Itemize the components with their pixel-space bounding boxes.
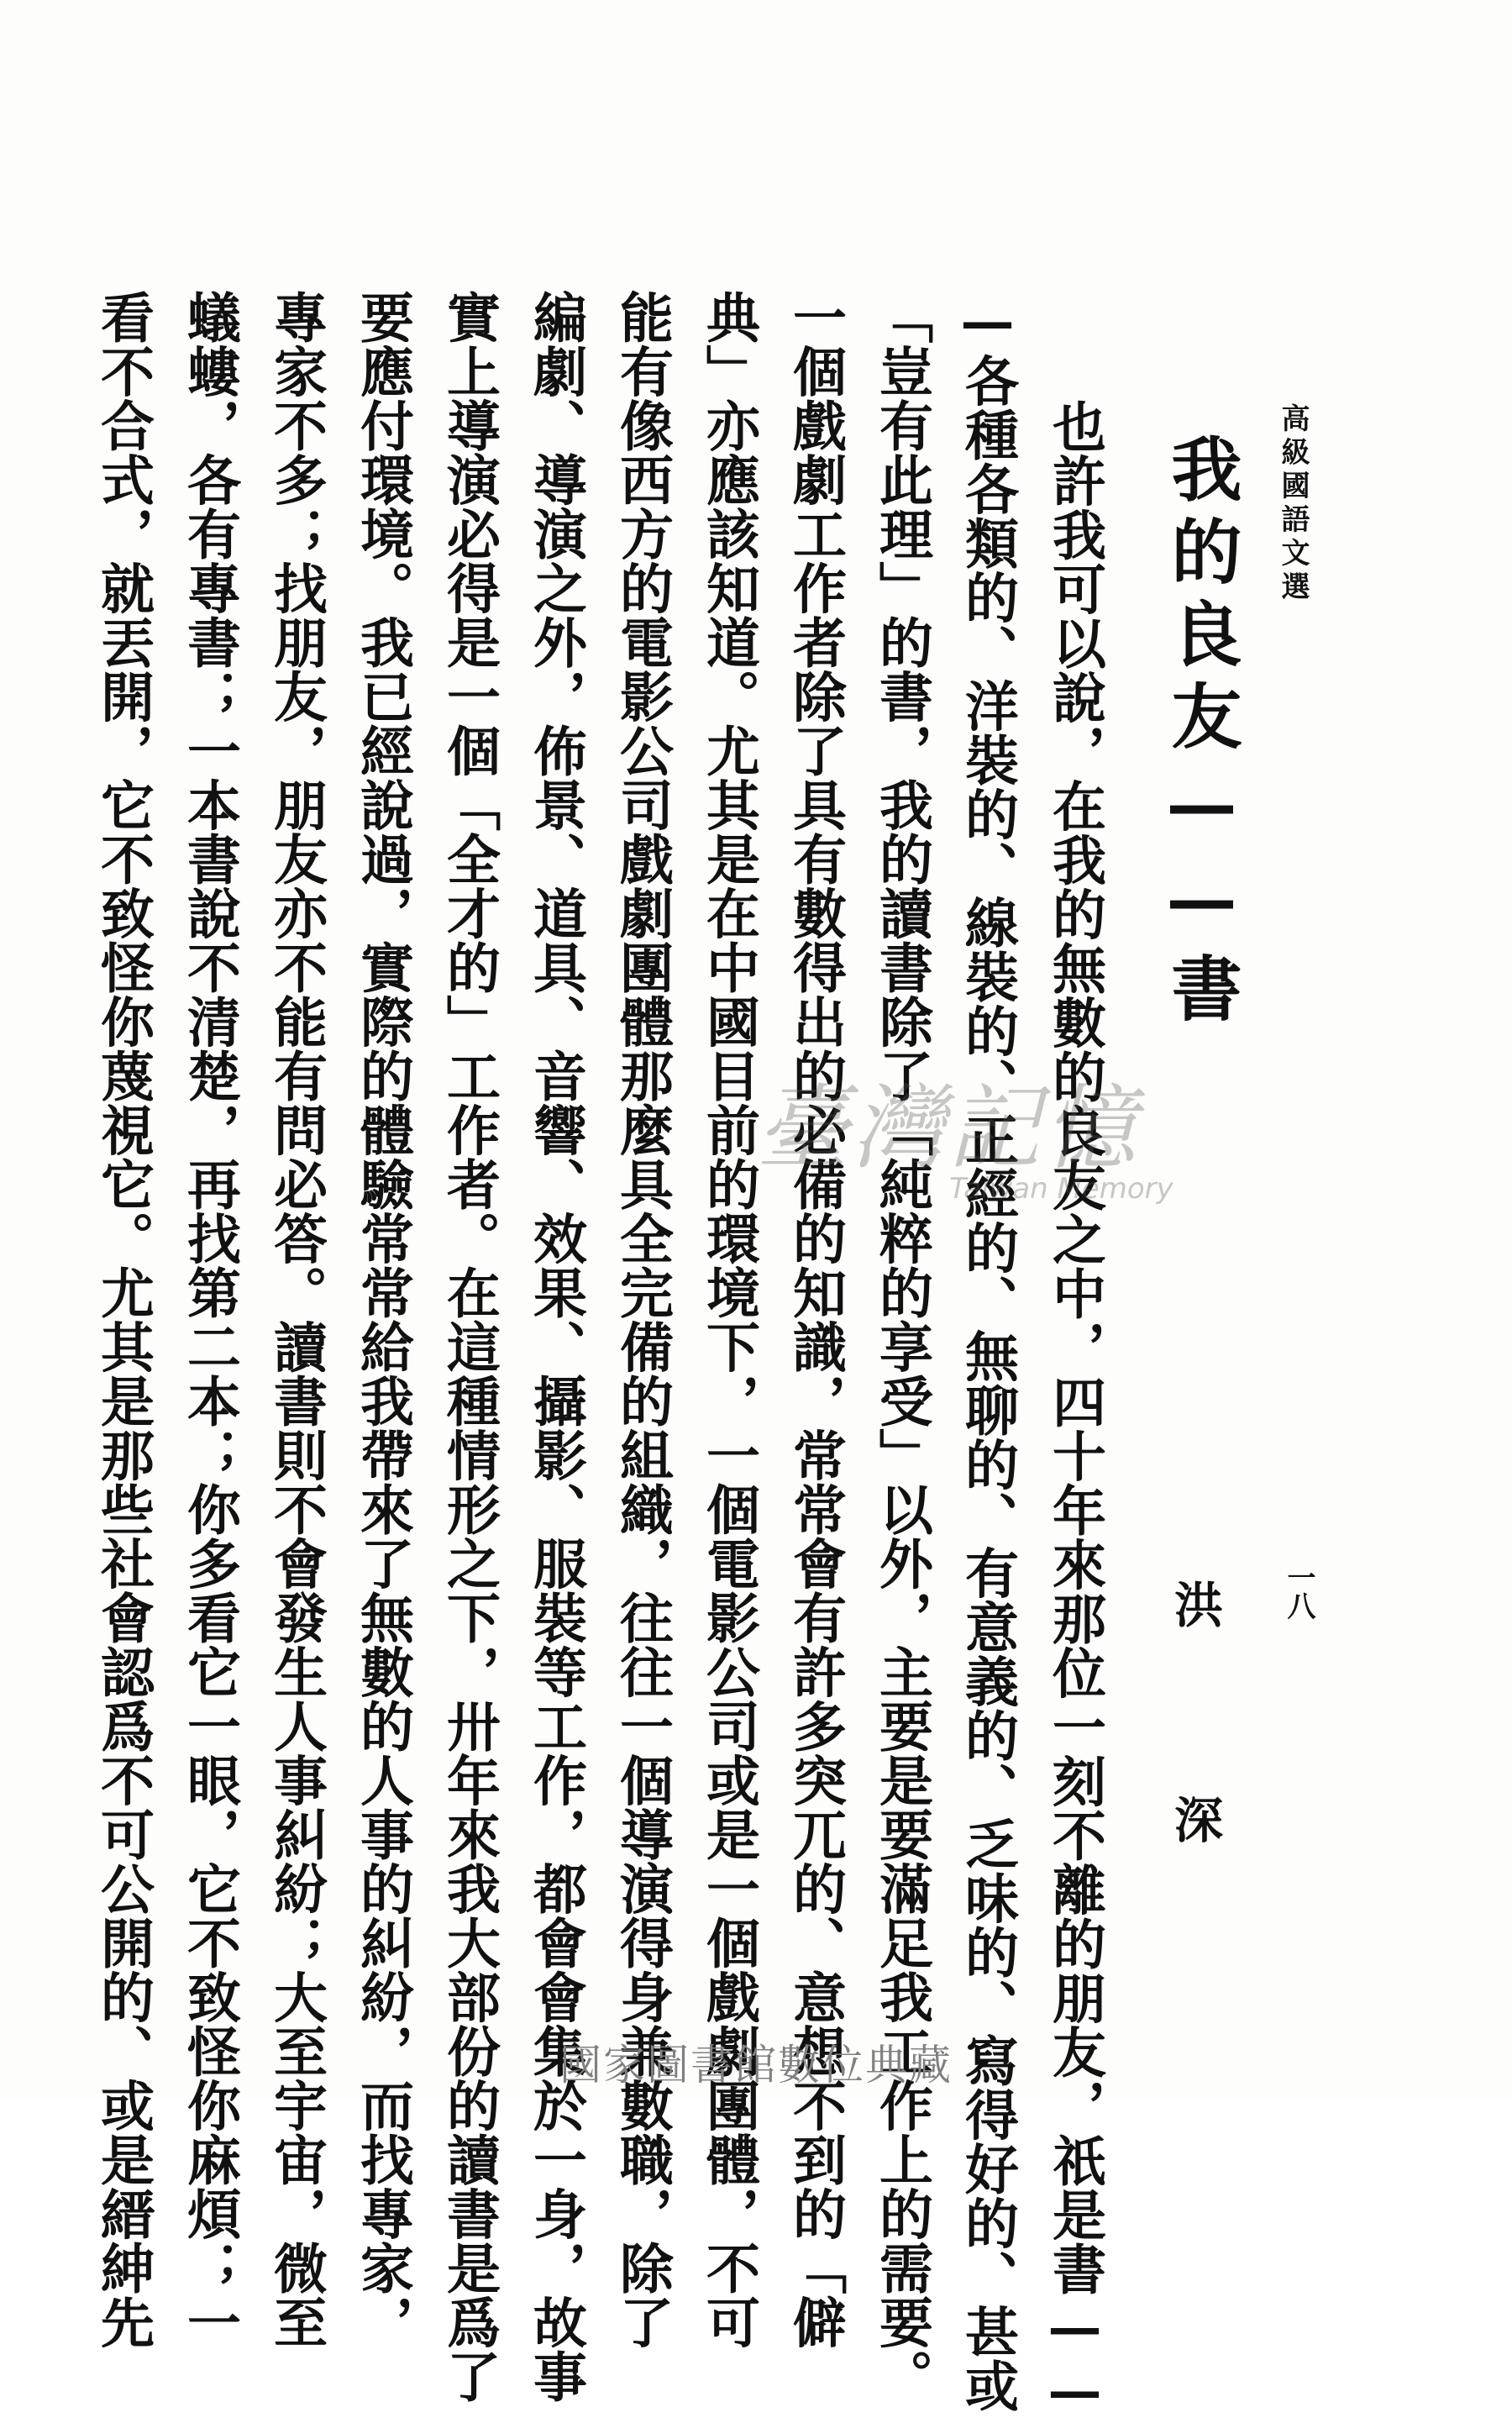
body-line-12: 看不合式，就丟開，它不致怪你蔑視它。尤其是那些社會認爲不可公開的、或是縉紳先 bbox=[92, 290, 155, 2349]
library-footer: 國家圖書館數位典藏 bbox=[559, 2041, 953, 2089]
article-author: 洪 深 bbox=[1166, 1579, 1223, 1902]
watermark-text: 臺灣記憶 bbox=[756, 1075, 1139, 1182]
body-line-2: —各種各類的、洋裝的、線裝的、正經的、無聊的、有意義的、乏味的、寫得好的、甚或 bbox=[956, 290, 1019, 2413]
running-header-book-title: 高級國語文選 bbox=[1276, 403, 1310, 605]
body-line-1: 也許我可以說，在我的無數的良友之中，四十年來那位一刻不離的朋友，祇是書—— bbox=[1043, 399, 1106, 2423]
body-line-5: 典」亦應該知道。尤其是在中國目前的環境下，一個電影公司或是一個戲劇團體，不可 bbox=[697, 290, 760, 2349]
body-line-4: 一個戲劇工作者除了具有數得出的必備的知識，常常會有許多突兀的、意想不到的「僻 bbox=[784, 290, 847, 2349]
body-line-6: 能有像西方的電影公司戲劇團體那麼具全完備的組織，往往一個導演得身兼數職，除了 bbox=[611, 290, 674, 2349]
body-line-10: 專家不多；找朋友，朋友亦不能有問必答。讀書則不會發生人事糾紛；大至宇宙，微至 bbox=[265, 290, 328, 2349]
body-line-3: 「豈有此理」的書，我的讀書除了「純粹的享受」以外，主要是要滿足我工作上的需要。 bbox=[870, 290, 933, 2404]
body-line-9: 要應付環境。我已經說過，實際的體驗常常給我帶來了無數的人事的糾紛，而找專家， bbox=[351, 290, 414, 2349]
body-line-7: 編劇、導演之外，佈景、道具、音響、效果、攝影、服裝等工作，都會會集於一身，故事 bbox=[524, 290, 587, 2404]
watermark-subtext: Taiwan Memory bbox=[949, 1172, 1173, 1206]
body-line-11: 蟻螻，各有專書；一本書說不清楚，再找第二本；你多看它一眼，它不致怪你麻煩；一 bbox=[178, 290, 241, 2349]
body-line-8: 實上導演必得是一個「全才的」工作者。在這種情形之下，卅年來我大部份的讀書是爲了 bbox=[438, 290, 501, 2404]
article-title: 我的良友——書 bbox=[1160, 433, 1243, 1034]
page-number: 一八 bbox=[1282, 1563, 1315, 1620]
